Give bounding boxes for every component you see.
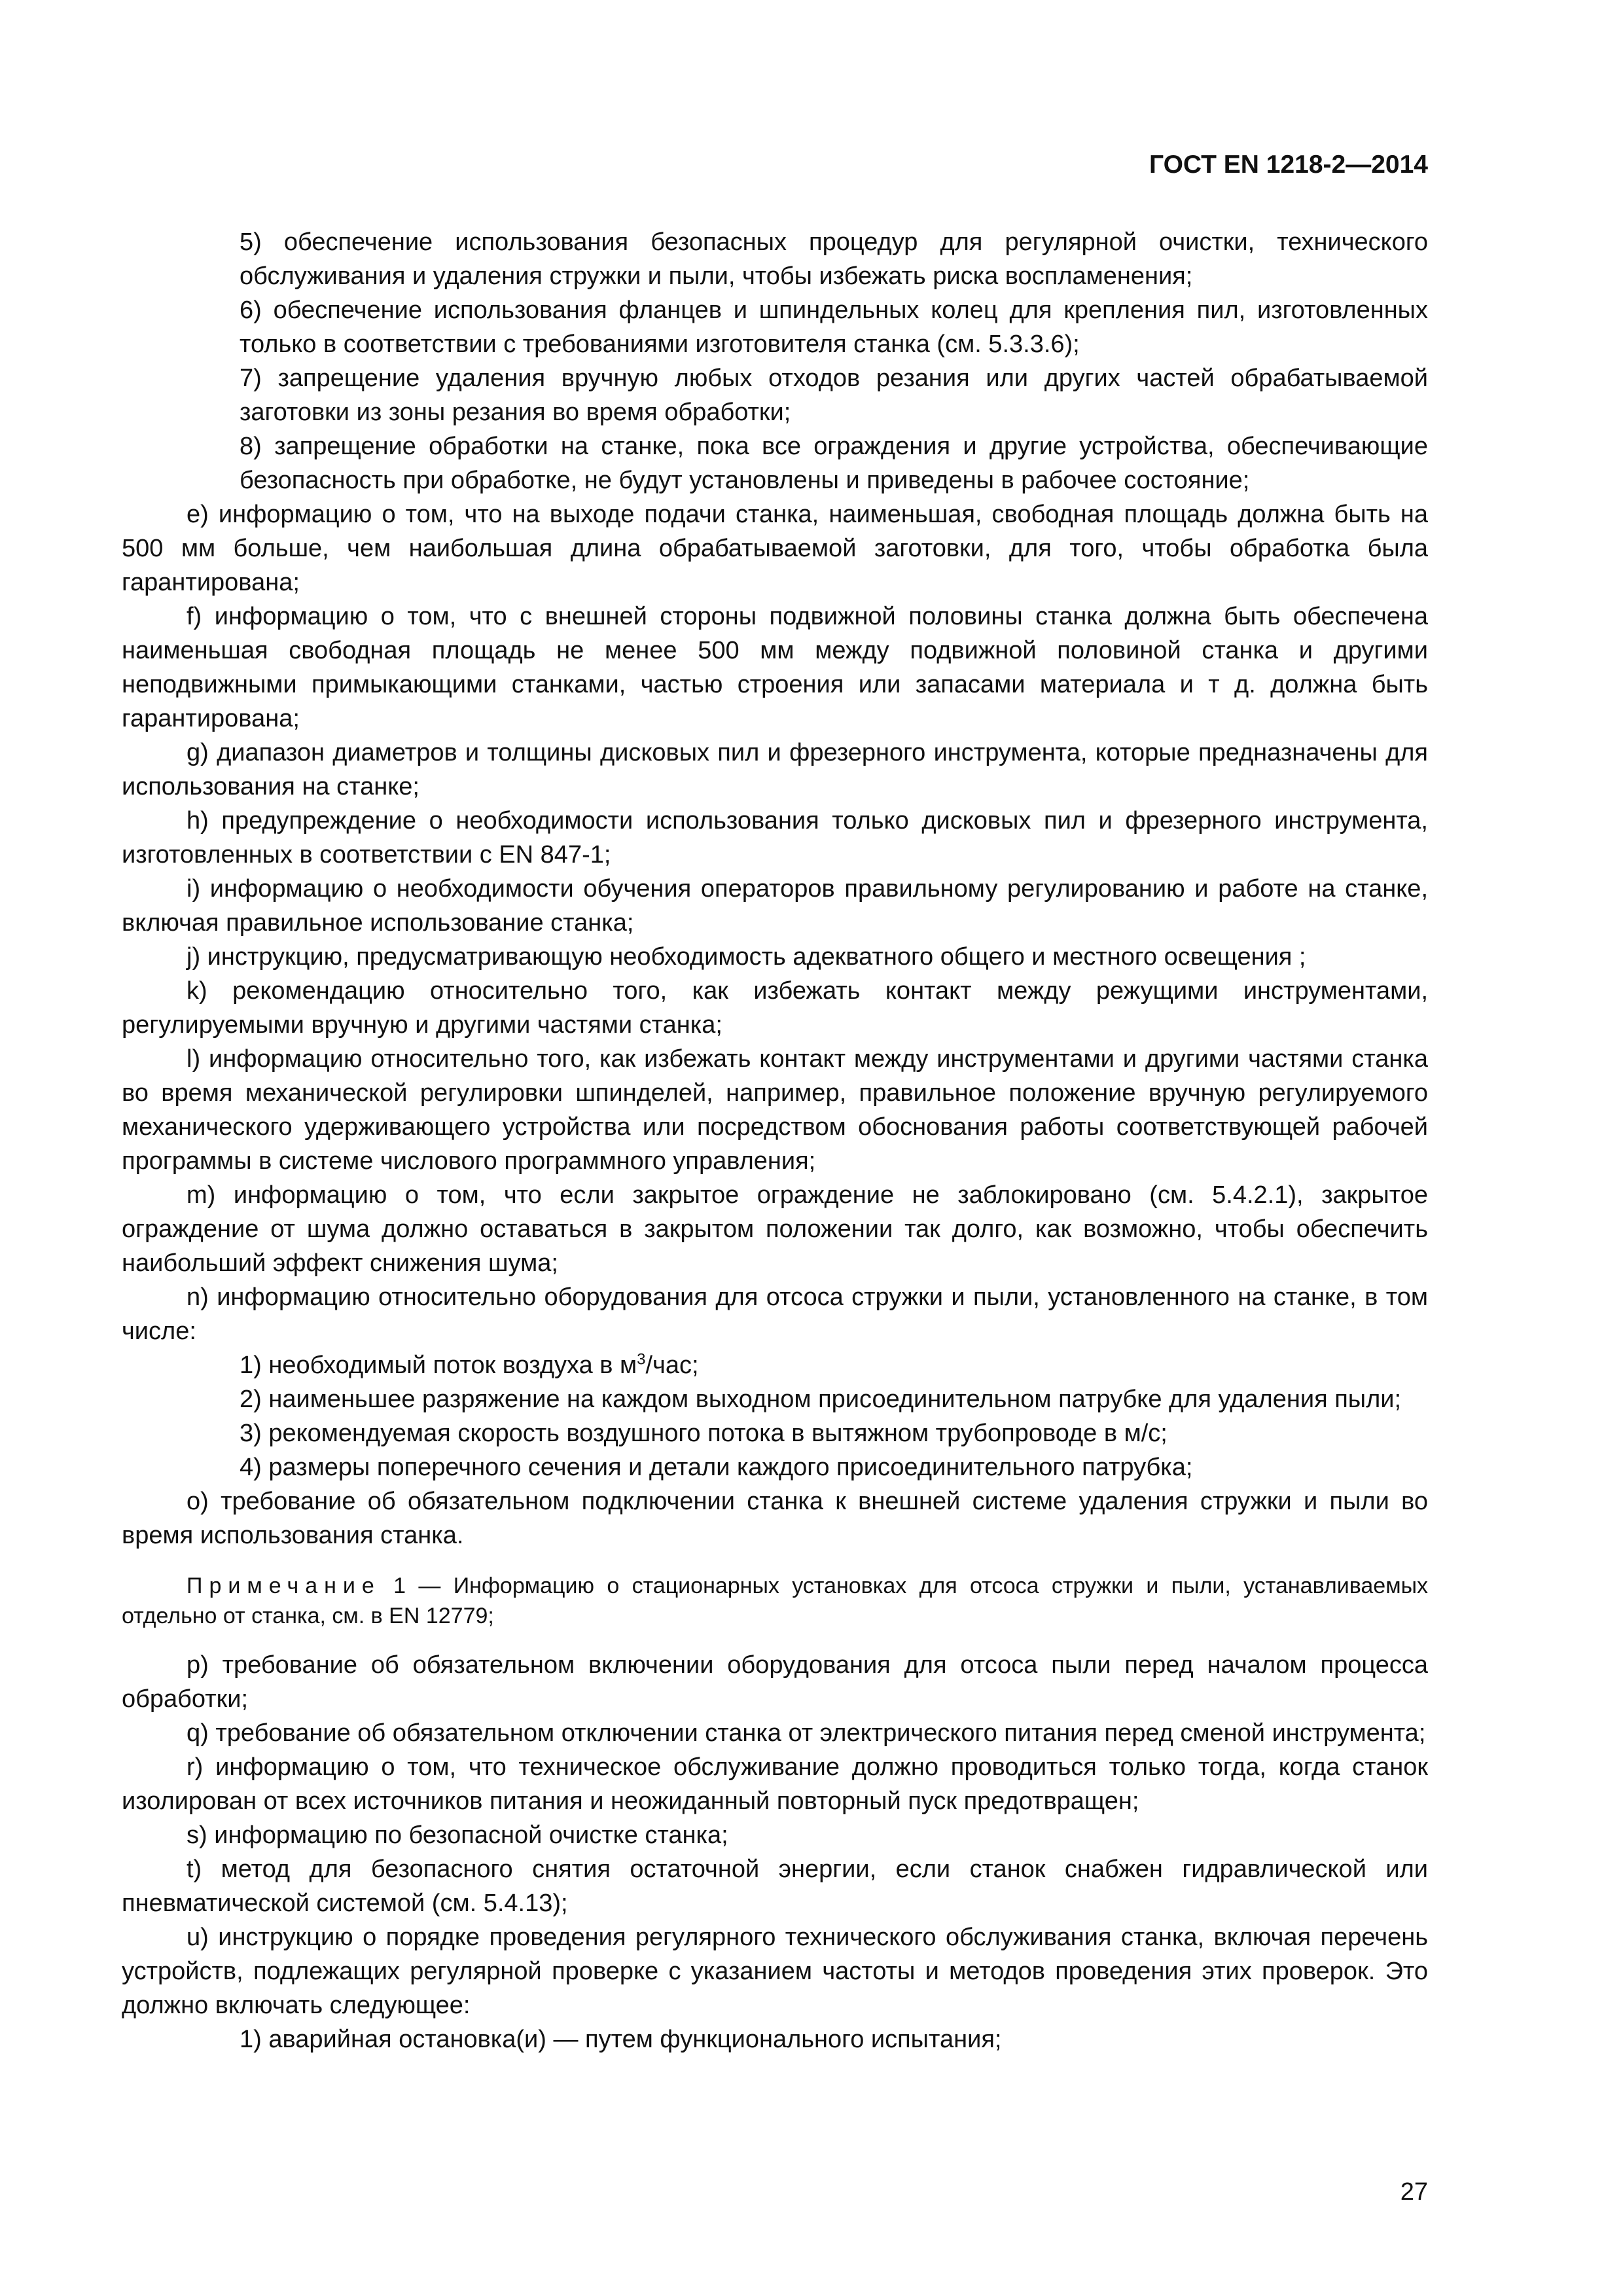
note-label: Примечание (187, 1573, 381, 1598)
list-item: 7) запрещение удаления вручную любых отходов резания или других частей обрабатываемой заготовки из зоны резания во время обработки; (240, 365, 1428, 426)
document-header: ГОСТ EN 1218-2—2014 (1149, 151, 1428, 179)
list-item: e) информацию о том, что на выходе подачи станка, наименьшая, свободная площадь должна быть на 500 мм больше, чем наибольшая длина обрабатываемой заготовки, для того, чтобы обработка была гарантирована; (122, 501, 1428, 596)
list-item: j) инструкцию, предусматривающую необходимость адекватного общего и местного освещения ; (187, 943, 1306, 971)
list-item: 1) необходимый поток воздуха в $м^3$/час; (240, 1350, 699, 1379)
list-item: f) информацию о том, что с внешней стороны подвижной половины станка должна быть обеспечена наименьшая свободная площадь не менее 500 мм между подвижной половиной станка и другими неподвижными примыкающими станками, частью строения или запасами материала и т д. должна быть гарантирована; (122, 603, 1428, 732)
list-item: u) инструкцию о порядке проведения регулярного технического обслуживания станка, включая перечень устройств, подлежащих регулярной проверке с указанием частоты и методов проведения этих проверок. Это должно включать следующее: (122, 1924, 1428, 2019)
list-item: o) требование об обязательном подключении станка к внешней системе удаления стружки и пыли во время использования станка. (122, 1488, 1428, 1549)
paragraph-list-continued (122, 1648, 1428, 2056)
list-item: m) информацию о том, что если закрытое ограждение не заблокировано (см. 5.4.2.1), закрытое ограждение от шума должно оставаться в закрытом положении так долго, как возможно, чтобы обеспечить наибольший эффект снижения шума; (122, 1181, 1428, 1277)
list-item: 4) размеры поперечного сечения и детали каждого присоединительного патрубка; (240, 1454, 1193, 1481)
list-item: 1) аварийная остановка(и) — путем функционального испытания; (240, 2026, 1002, 2053)
list-item: 3) рекомендуемая скорость воздушного потока в вытяжном трубопроводе в м/с; (240, 1420, 1168, 1447)
note-text: 1 — Информацию о стационарных установках для отсоса стружки и пыли, устанавливаемых отдельно от станка, см. в EN 12779; (122, 1573, 1428, 1628)
list-item: 5) обеспечение использования безопасных процедур для регулярной очистки, технического обслуживания и удаления стружки и пыли, чтобы избежать риска воспламенения; (240, 228, 1428, 290)
list-item: t) метод для безопасного снятия остаточной энергии, если станок снабжен гидравлической или пневматической системой (см. 5.4.13); (122, 1856, 1428, 1917)
document-body (122, 225, 1428, 2056)
list-item: q) требование об обязательном отключении станка от электрического питания перед сменой инструмента; (187, 1719, 1426, 1747)
list-item: n) информацию относительно оборудования для отсоса стружки и пыли, установленного на станке, в том числе: (122, 1283, 1428, 1345)
list-item: h) предупреждение о необходимости использования только дисковых пил и фрезерного инструмента, изготовленных в соответствии с EN 847-1; (122, 807, 1428, 869)
list-item: 6) обеспечение использования фланцев и шпиндельных колец для крепления пил, изготовленных только в соответствии с требованиями изготовителя станка (см. 5.3.3.6); (240, 296, 1428, 358)
list-item: r) информацию о том, что техническое обслуживание должно проводиться только тогда, когда станок изолирован от всех источников питания и неожиданный повторный пуск предотвращен; (122, 1753, 1428, 1815)
list-item: i) информацию о необходимости обучения операторов правильному регулированию и работе на станке, включая правильное использование станка; (122, 875, 1428, 937)
list-item: 2) наименьшее разряжение на каждом выходном присоединительном патрубке для удаления пыли; (240, 1386, 1402, 1413)
list-item: l) информацию относительно того, как избежать контакт между инструментами и другими частями станка во время механической регулировки шпинделей, например, правильное положение вручную регулируемого механического удерживающего устройства или посредством обоснования работы соответствующей рабочей программы в системе числового программного управления; (122, 1045, 1428, 1175)
list-item: g) диапазон диаметров и толщины дисковых пил и фрезерного инструмента, которые предназначены для использования на станке; (122, 739, 1428, 800)
note (122, 1571, 1428, 1631)
list-item: p) требование об обязательном включении оборудования для отсоса пыли перед началом процесса обработки; (122, 1651, 1428, 1713)
page-number: 27 (1400, 2178, 1428, 2206)
list-item: 8) запрещение обработки на станке, пока все ограждения и другие устройства, обеспечивающие безопасность при обработке, не будут установлены и приведены в рабочее состояние; (240, 433, 1428, 494)
list-item: s) информацию по безопасной очистке станка; (187, 1821, 728, 1849)
list-item: k) рекомендацию относительно того, как избежать контакт между режущими инструментами, регулируемыми вручную и другими частями станка; (122, 977, 1428, 1039)
paragraph-list (122, 225, 1428, 1552)
